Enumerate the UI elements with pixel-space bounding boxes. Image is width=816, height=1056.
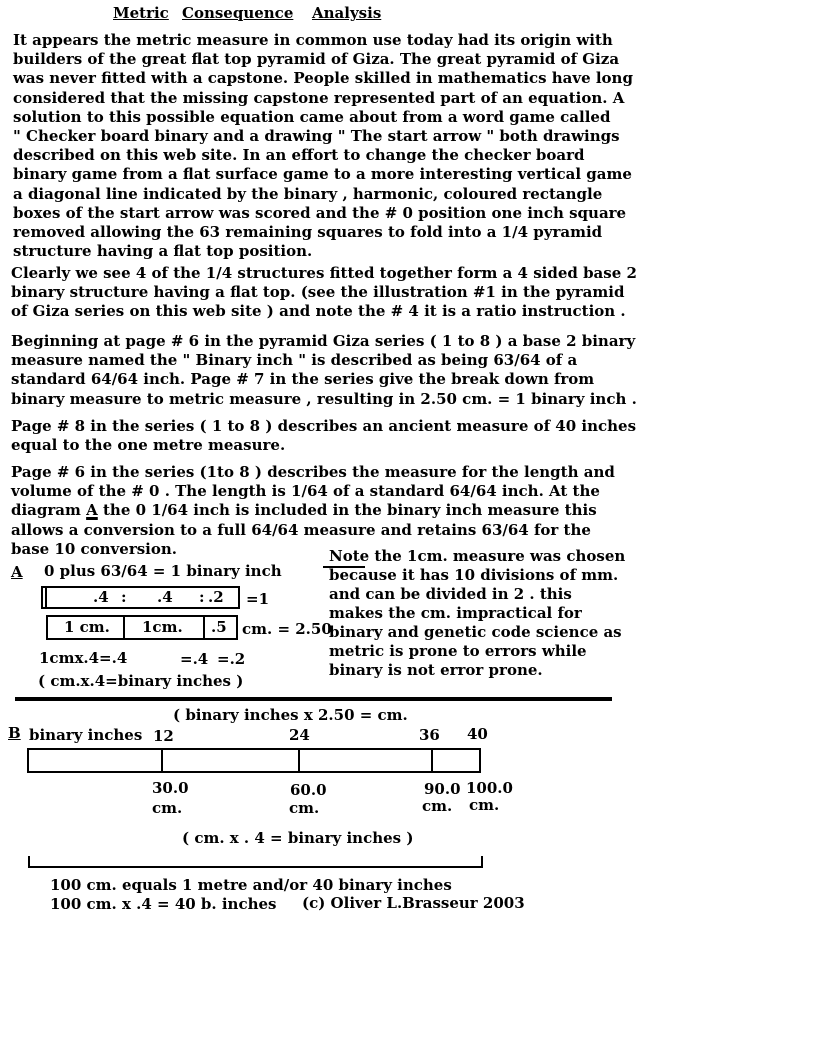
diagram-a-reference: A — [86, 501, 98, 520]
paragraph-binary-inch: Beginning at page # 6 in the pyramid Giza series ( 1 to 8 ) a base 2 binary measure named the " Binary inch " is described as being 63/64 of a standard 64/64 inch. Page # 7 in the series give the break down from binary measure to metric measure , resulting in 2.50 cm. = 1 binary inch . — [11, 332, 637, 408]
diagram-b-formula-bottom: ( cm. x . 4 = binary inches ) — [182, 829, 414, 847]
diagram-b-tick-36: 36 — [419, 726, 440, 744]
diagram-a-label: A — [11, 563, 23, 581]
copyright-text: (c) Oliver L.Brasseur 2003 — [302, 894, 525, 912]
diagram-a-equation-3: =.2 — [217, 650, 246, 668]
diagram-a-row2-divider1 — [123, 616, 125, 639]
diagram-a-heading: 0 plus 63/64 = 1 binary inch — [44, 562, 282, 580]
paragraph-ancient-measure: Page # 8 in the series ( 1 to 8 ) describes an ancient measure of 40 inches equal to the one metre measure. — [11, 417, 637, 455]
section-separator — [15, 697, 612, 701]
diagram-b-divider-24 — [298, 749, 300, 772]
diagram-b-value-90: 90.0 — [424, 780, 461, 798]
diagram-b-tick-24: 24 — [289, 726, 310, 744]
diagram-a-row2-divider2 — [203, 616, 205, 639]
diagram-b-formula-top: ( binary inches x 2.50 = cm. — [173, 706, 408, 724]
diagram-a-row1-zero-marker — [45, 587, 47, 608]
diagram-a-row2-result: cm. = 2.50 — [242, 620, 332, 638]
diagram-a-row1-cell2: .4 — [157, 588, 173, 606]
paragraph-four-structures: Clearly we see 4 of the 1/4 structures fitted together form a 4 sided base 2 binary structure having a flat top. (see the illustration #1 in the pyramid of Giza series on this web site ) and note the # 4 it is a ratio instruction . — [11, 264, 637, 321]
diagram-b-row-label: binary inches — [29, 726, 143, 744]
diagram-b-bracket-right — [481, 856, 483, 868]
diagram-b-value-60: 60.0 — [290, 781, 327, 799]
diagram-b-unit-30: cm. — [152, 799, 183, 817]
diagram-a-row1-cell3: .2 — [208, 588, 224, 606]
diagram-a-equation-1: 1cmx.4=.4 — [39, 649, 128, 667]
diagram-b-unit-100: cm. — [469, 796, 500, 814]
note-block: Note the 1cm. measure was chosen because it has 10 divisions of mm. and can be divided in 2 . this makes the cm. impractical for binary and genetic code science as metric is prone to errors while binary is not error prone. — [329, 547, 626, 679]
diagram-b-unit-90: cm. — [422, 797, 453, 815]
diagram-b-value-30: 30.0 — [152, 779, 189, 797]
paragraph-length-volume: Page # 6 in the series (1to 8 ) describes the measure for the length and volume of the # 0 . The length is 1/64 of a standard 64/64 inch. At the diagram A the 0 1/64 inch is included in the binary inch measure this allows a conversion to a full 64/64 measure and retains 63/64 for the base 10 conversion. — [11, 463, 615, 558]
diagram-b-bar — [27, 748, 481, 773]
diagram-b-label: B — [8, 724, 21, 742]
summary-line-2: 100 cm. x .4 = 40 b. inches — [50, 895, 277, 913]
diagram-b-unit-60: cm. — [289, 799, 320, 817]
diagram-a-row2-cell3: .5 — [211, 618, 227, 636]
diagram-a-row1-cell1: .4 — [93, 588, 109, 606]
diagram-a-row2-cell1: 1 cm. — [64, 618, 110, 636]
diagram-b-divider-36 — [431, 749, 433, 772]
diagram-a-row1-sep1: : — [121, 588, 127, 606]
diagram-a-row1-equals: =1 — [246, 590, 270, 608]
diagram-a-equation-4: ( cm.x.4=binary inches ) — [38, 672, 244, 690]
diagram-b-divider-12 — [161, 749, 163, 772]
title-metric: Metric — [113, 4, 169, 22]
summary-line-1: 100 cm. equals 1 metre and/or 40 binary inches — [50, 876, 452, 894]
diagram-b-bracket-line — [28, 866, 483, 868]
diagram-b-bracket-left — [28, 856, 30, 868]
diagram-b-tick-12: 12 — [153, 727, 174, 745]
diagram-a-row1-sep2: : — [199, 588, 205, 606]
diagram-a-row2-cell2: 1cm. — [142, 618, 183, 636]
diagram-b-tick-40: 40 — [467, 725, 488, 743]
title-analysis: Analysis — [312, 4, 382, 22]
diagram-a-equation-2: =.4 — [180, 650, 209, 668]
intro-paragraph: It appears the metric measure in common use today had its origin with builders of the great flat top pyramid of Giza. The great pyramid of Giza was never fitted with a capstone. People skilled in mathematics have long considered that the missing capstone represented part of an equation. A solution to this possible equation came about from a word game called " Checker board binary and a drawing " The start arrow " both drawings described on this web site. In an effort to change the checker board binary game from a flat surface game to a more interesting vertical game a diagonal line indicated by the binary , harmonic, coloured rectangle boxes of the start arrow was scored and the # 0 position one inch square removed allowing the 63 remaining squares to fold into a 1/4 pyramid structure having a flat top position. — [13, 31, 633, 261]
diagram-b-value-100: 100.0 — [466, 779, 513, 797]
title-consequence: Consequence — [182, 4, 294, 22]
